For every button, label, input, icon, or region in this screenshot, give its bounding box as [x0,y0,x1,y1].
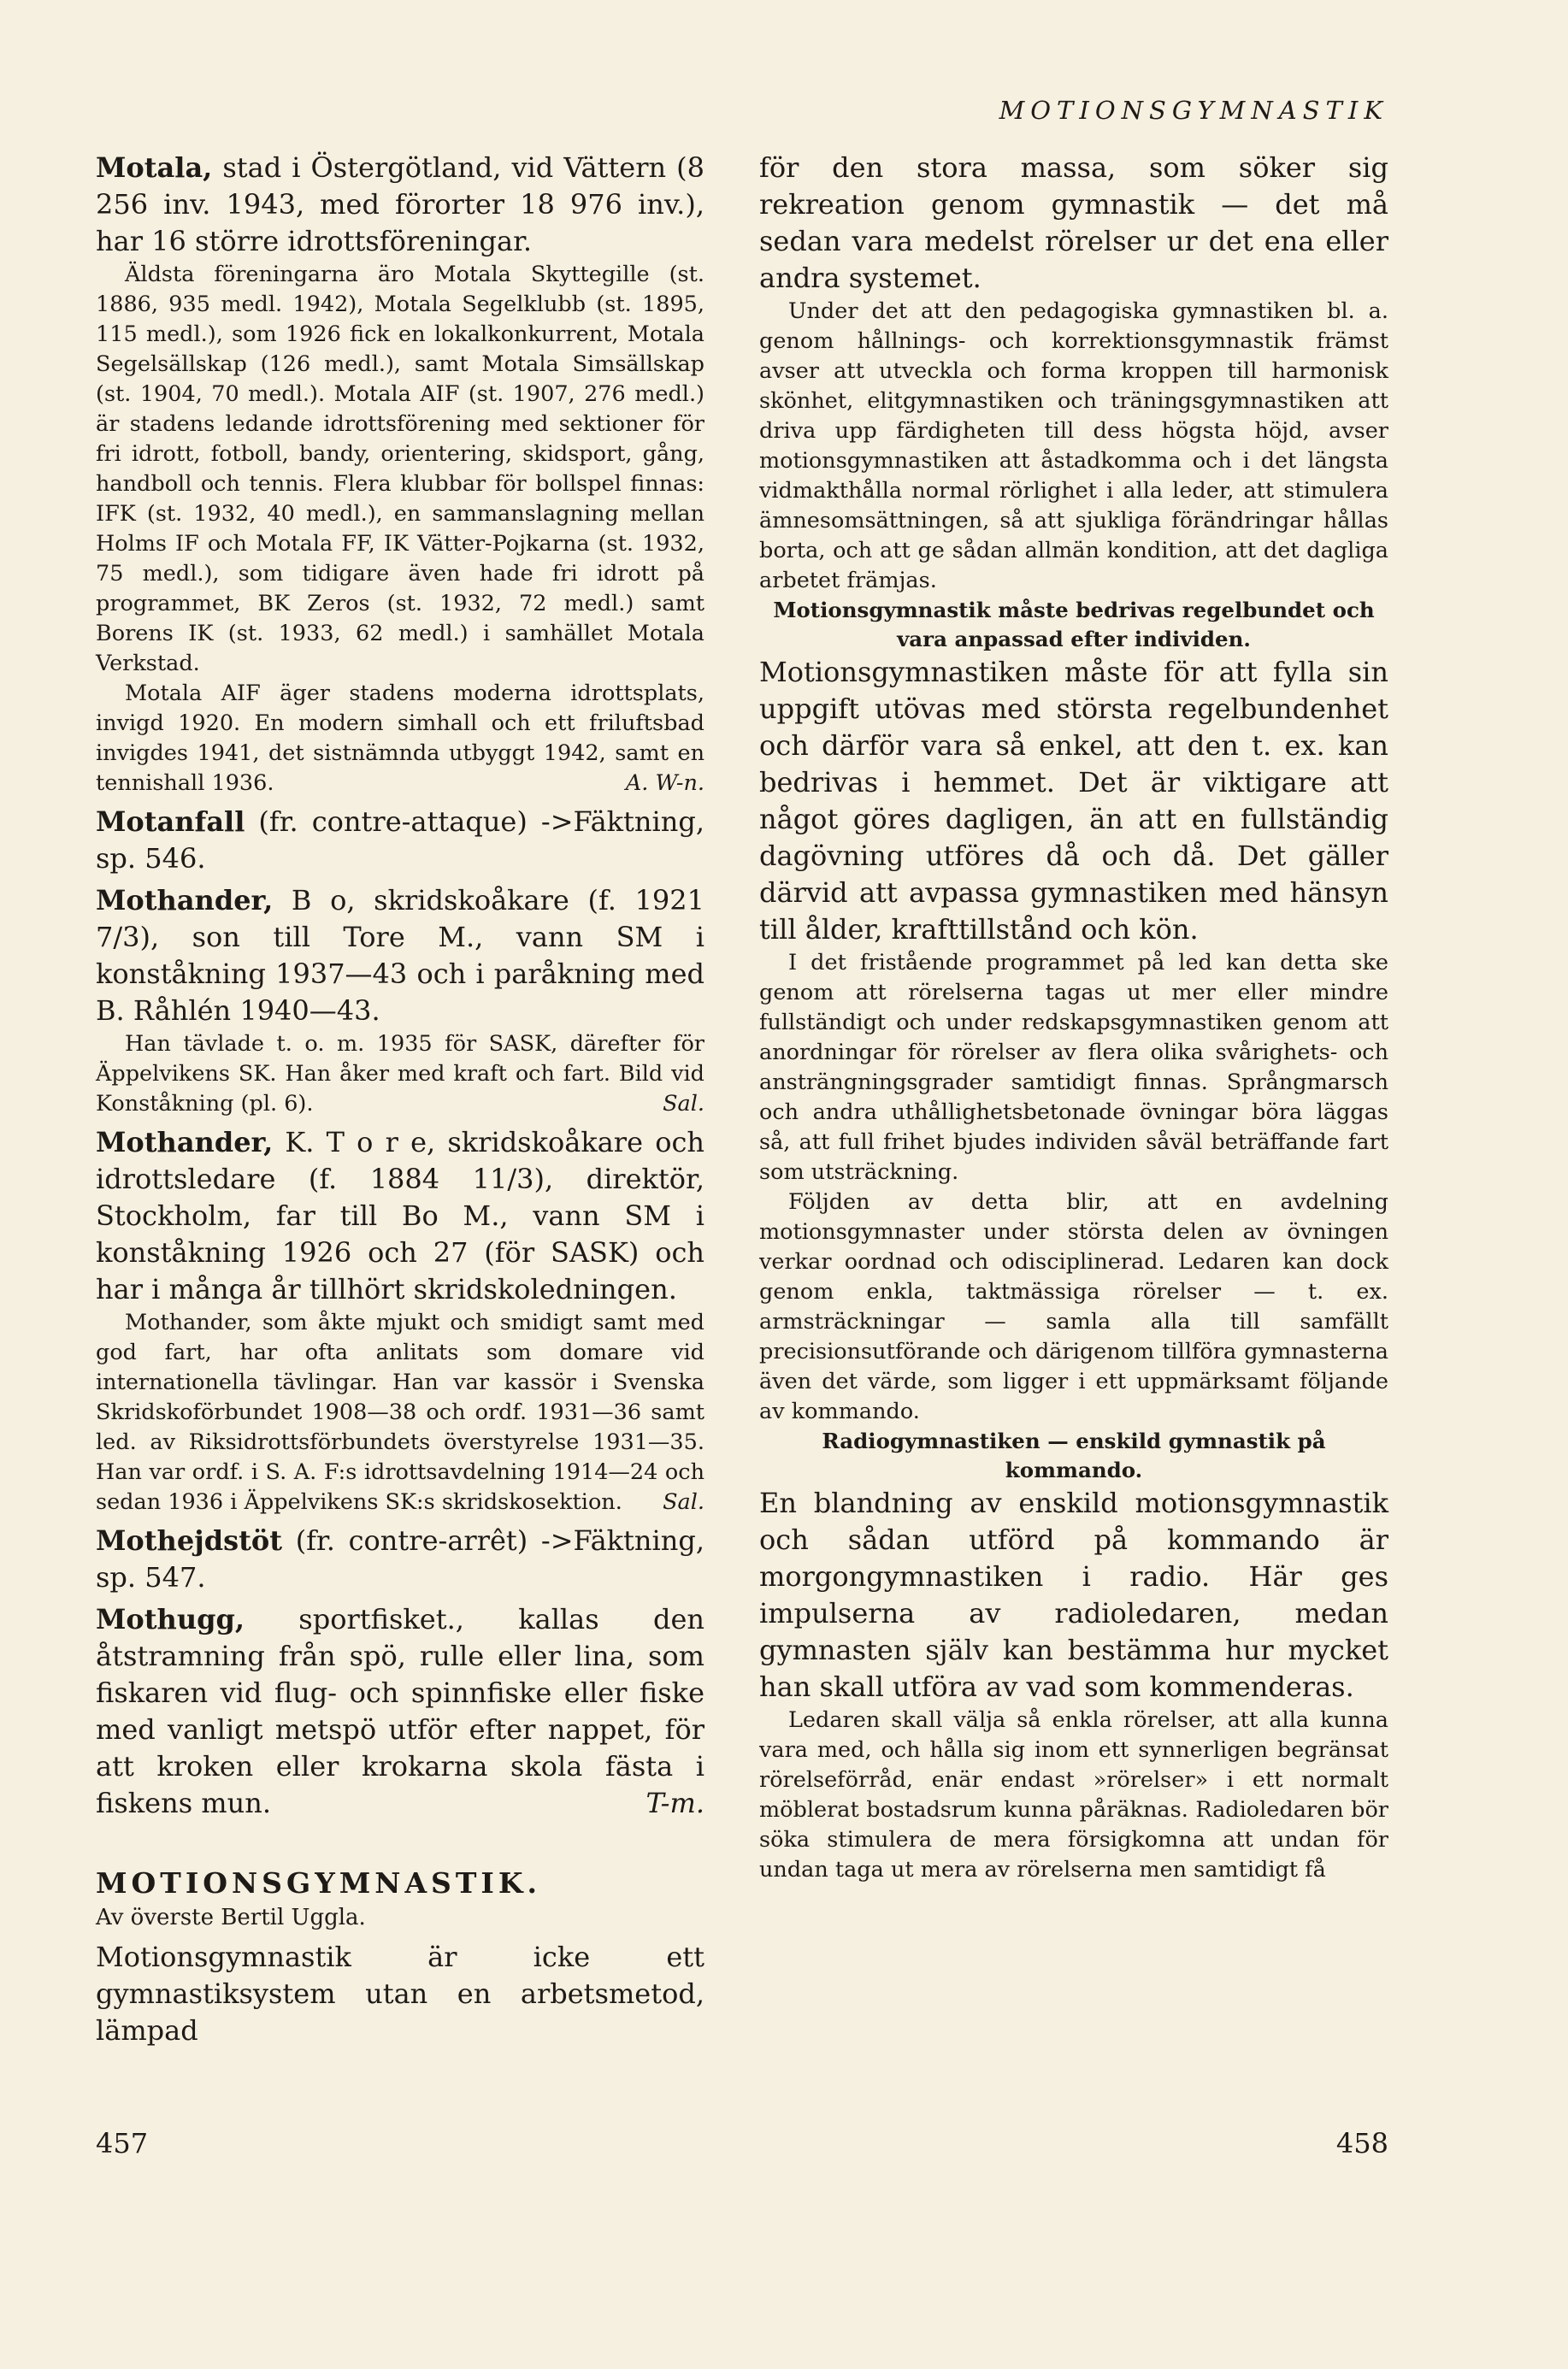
signature: A. W-n. [625,770,704,796]
entry-mothander-bo-lead: B o, skridskoåkare (f. 1921 7/3), son till Tore M., vann SM i konståkning 1937—43 och i paråkning med B. Råhlén 1940—43. [96,884,705,1027]
entry-mothander-tore-body-text: Mothander, som åkte mjukt och smidigt samt med god fart, har ofta anlitats som domare vid internationella tävlingar. Han var kassör i Svenska Skridskoförbundet 1908—38 och ordf. 1931—36 samt led. av Riksidrottsförbundets överstyrelse 1931—35. Han var ordf. i S. A. F:s idrottsavdelning 1914—24 och sedan 1936 i Äppelvikens SK:s skridskosektion. [96,1310,704,1515]
entry-motala-body-2 [96,679,704,799]
entry-mothander-bo-head: Mothander, [96,884,274,916]
page-number-right: 458 [1335,2127,1388,2160]
running-head: MOTIONSGYMNASTIK [999,96,1388,125]
entry-mothugg-head: Mothugg, [96,1603,245,1635]
subheading-2: Radiogymnastiken — enskild gymnastik på kommando. [822,1429,1326,1482]
article-paragraph-4: Ledaren skall välja så enkla rörelser, att alla kunna vara med, och hålla sig inom ett synnerligen begränsat rörelseförråd, enär endast »rörelser» i ett normalt möblerat bostadsrum kunna påräknas. Radioledaren bör söka stimulera de mera försigkomna att undan för undan taga ut mera av rörelserna men samtidigt få [759,1707,1388,1883]
article-big-paragraph-1: Motionsgymnastiken måste för att fylla sin uppgift utövas med största regelbundenhet och därför vara så enkel, att den t. ex. kan bedrivas i hemmet. Det är viktigare att något göres dagligen, än att en fullständig dagövning utföres då och då. Det gäller därvid att avpassa gymnastiken med hänsyn till ålder, krafttillstånd och kön. [759,656,1388,946]
entry-mothander-bo [96,882,704,1029]
entry-mothander-tore [96,1124,704,1308]
article-paragraph-1: Under det att den pedagogiska gymnastiken bl. a. genom hållnings- och korrektionsgymnastik främst avser att utveckla och forma kroppen till harmonisk skönhet, elitgymnastiken och träningsgymnastiken att driva upp färdigheten till dess högsta höjd, avser motionsgymnastiken att åstadkomma och i det längsta vidmakthålla normal rörlighet i alla leder, att stimulera ämnesomsättningen, så att sjukliga förändringar hållas borta, och att ge sådan allmän kondition, att det dagliga arbetet främjas. [759,298,1388,593]
entry-motanfall-text: (fr. contre-attaque) ->Fäktning, sp. 546. [96,805,705,875]
entry-mothander-tore-head: Mothander, [96,1126,274,1158]
subheading-1: Motionsgymnastik måste bedrivas regelbundet och vara anpassad efter individen. [773,598,1375,651]
entry-motanfall [96,804,704,877]
article-paragraph-3: Följden av detta blir, att en avdelning motionsgymnaster under största delen av övningen verkar oordnad och odisciplinerad. Ledaren kan dock genom enkla, taktmässiga rörelser — t. ex. armsträckningar — samla alla till samfällt precisionsutförande och därigenom tillföra gymnasterna även det värde, som ligger i ett uppmärksamt följande av kommando. [759,1189,1388,1424]
entry-motala-body-2-text: Motala AIF äger stadens moderna idrottsplats, invigd 1920. En modern simhall och ett friluftsbad invigdes 1941, det sistnämnda utbyggt 1942, samt en tennishall 1936. [96,681,704,796]
entry-mothander-tore-lead: K. T o r e, skridskoåkare och idrottsledare (f. 1884 11/3), direktör, Stockholm, far till Bo M., vann SM i konståkning 1926 och 27 (för SASK) och har i många år tillhört skridskoledningen. [96,1126,704,1305]
article-paragraph-2: I det fristående programmet på led kan detta ske genom att rörelserna tagas ut mer eller mindre fullständigt och under redskapsgymnastiken genom att anordningar för rörelser av flera olika svårighets- och ansträngningsgrader samtidigt finnas. Språngmarsch och andra uthållighetsbetonade övningar böra läggas så, att full frihet bjudes individen såväl beträffande fart som utsträckning. [759,950,1388,1185]
entry-mothejdstot [96,1523,704,1596]
page-number-left: 457 [96,2127,149,2160]
signature: T-m. [645,1787,704,1819]
entry-mothander-bo-body-text: Han tävlade t. o. m. 1935 för SASK, därefter för Äppelvikens SK. Han åker med kraft och fart. Bild vid Konståkning (pl. 6). [96,1031,704,1117]
entry-motala-lead [96,150,704,260]
left-column [96,150,704,2049]
byline: Av överste Bertil Uggla. [96,1905,366,1930]
right-column [759,150,1388,1885]
entry-mothejdstot-text: (fr. contre-arrêt) ->Fäktning, sp. 547. [96,1524,704,1594]
section-title: MOTIONSGYMNASTIK. [96,1866,542,1900]
article-big-paragraph-2: En blandning av enskild motionsgymnastik och sådan utförd på kommando är morgongymnastiken i radio. Här ges impulserna av radioledaren, medan gymnasten själv kan bestämma hur mycket han skall utföra av vad som kommenderas. [759,1487,1388,1703]
signature: Sal. [663,1091,704,1117]
entry-mothugg-text: sportfisket., kallas den åtstramning från spö, rulle eller lina, som fiskaren vid flug- och spinnfiske eller fiske med vanligt metspö utför efter nappet, för att kroken eller krokarna skola fästa i fiskens mun. [96,1603,704,1819]
article-intro-continued: för den stora massa, som söker sig rekreation genom gymnastik — det må sedan vara medelst rörelser ur det ena eller andra systemet. [759,151,1388,294]
entry-mothejdstot-head: Mothejdstöt [96,1524,283,1557]
article-intro: Motionsgymnastik är icke ett gymnastiksystem utan en arbetsmetod, lämpad [96,1941,704,2047]
signature: Sal. [663,1489,704,1515]
entry-mothander-tore-body [96,1308,704,1517]
entry-mothander-bo-body [96,1029,704,1119]
entry-motala-lead-text: stad i Östergötland, vid Vättern (8 256 inv. 1943, med förorter 18 976 inv.), har 16 större idrottsföreningar. [96,151,704,257]
entry-motala-body: Äldsta föreningarna äro Motala Skyttegille (st. 1886, 935 medl. 1942), Motala Segelklubb (st. 1895, 115 medl.), som 1926 fick en lokalkonkurrent, Motala Segelsällskap (126 medl.), samt Motala Simsällskap (st. 1904, 70 medl.). Motala AIF (st. 1907, 276 medl.) är stadens ledande idrottsförening med sektioner för fri idrott, fotboll, bandy, orientering, skidsport, gång, handboll och tennis. Flera klubbar för bollspel finnas: IFK (st. 1932, 40 medl.), en sammanslagning mellan Holms IF och Motala FF, IK Vätter-Pojkarna (st. 1932, 75 medl.), som tidigare även hade fri idrott på programmet, BK Zeros (st. 1932, 72 medl.) samt Borens IK (st. 1933, 62 medl.) i samhället Motala Verkstad. [96,262,704,676]
entry-motanfall-head: Motanfall [96,805,245,838]
entry-motala-head: Motala, [96,151,213,184]
entry-mothugg [96,1601,704,1822]
